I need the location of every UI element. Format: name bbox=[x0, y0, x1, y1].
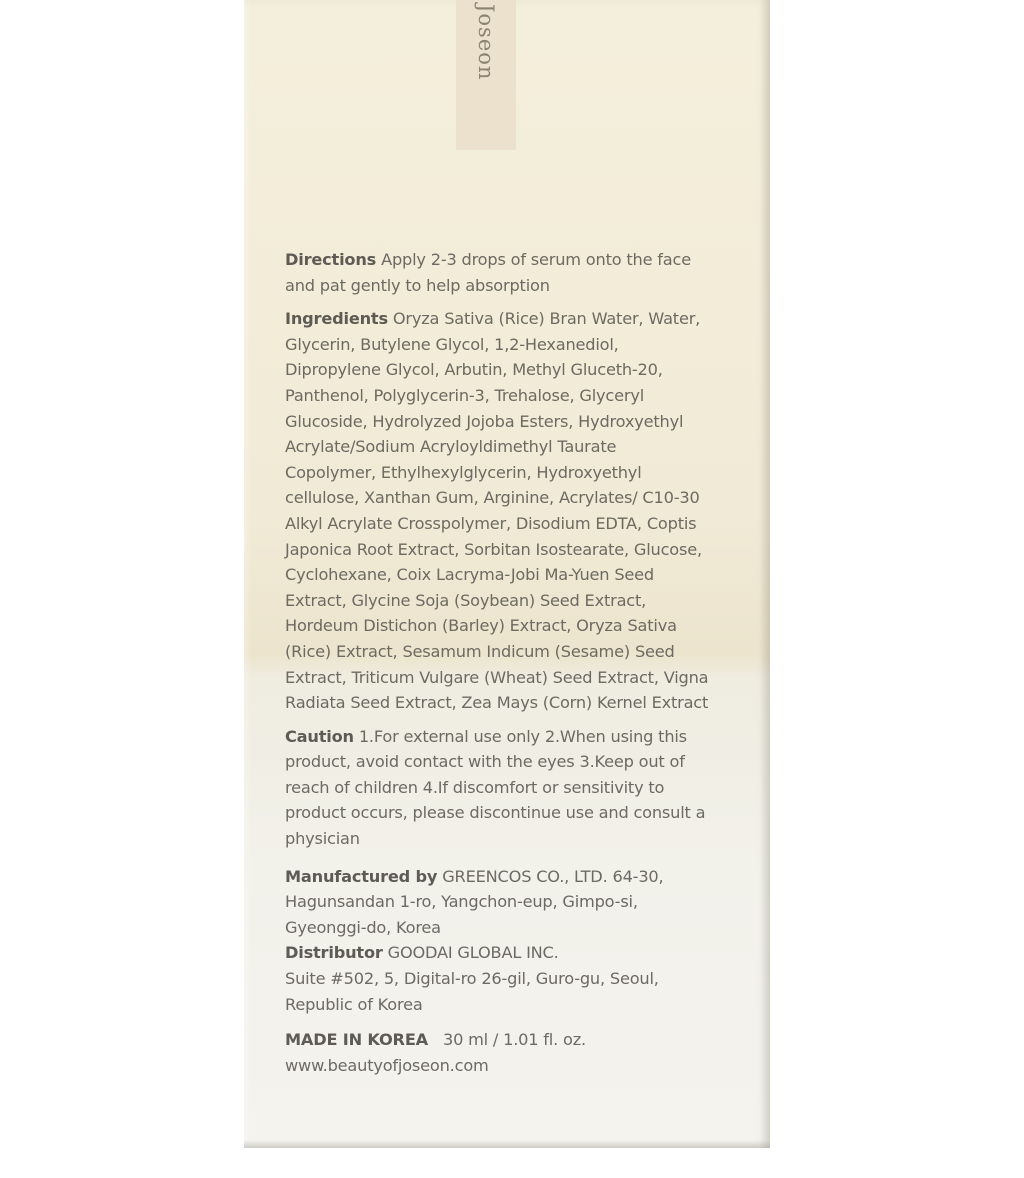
caution-heading: Caution bbox=[285, 726, 354, 746]
brand-name-vertical: Joseon bbox=[474, 4, 498, 81]
caution-paragraph bbox=[285, 724, 709, 852]
distributor-heading: Distributor bbox=[285, 943, 383, 963]
website-text: www.beautyofjoseon.com bbox=[285, 1055, 489, 1075]
manufacturer-address: 64-30, Hagunsandan 1-ro, Yangchon-eup, Gimpo-si, Gyeonggi-do, Korea bbox=[285, 866, 664, 937]
box-bottom-edge bbox=[244, 1140, 770, 1148]
caution-text: 1.For external use only 2.When using this product, avoid contact with the eyes 3.Keep out of reach of children 4.If discomfort or sensitivity to product occurs, please discontinue use and consult a physician bbox=[285, 726, 706, 849]
directions-paragraph bbox=[285, 247, 709, 298]
label-text-block bbox=[285, 247, 709, 1086]
distributor-address: Suite #502, 5, Digital-ro 26-gil, Guro-gu, Seoul, Republic of Korea bbox=[285, 969, 659, 1014]
manufacturer-heading: Manufactured by bbox=[285, 866, 438, 886]
ingredients-heading: Ingredients bbox=[285, 309, 388, 329]
website-line bbox=[285, 1053, 709, 1079]
box-edge-shadow bbox=[760, 0, 770, 1148]
ingredients-text: Oryza Sativa (Rice) Bran Water, Water, Glycerin, Butylene Glycol, 1,2-Hexanediol, Dipropylene Glycol, Arbutin, Methyl Gluceth-20, Panthenol, Polyglycerin-3, Trehalose, Glyceryl Glucoside, Hydrolyzed Jojoba Esters, Hydroxyethyl Acrylate/Sodium Acryloyldimethyl Taurate Copolymer, Ethylhexylglycerin, Hydroxyethyl cellulose, Xanthan Gum, Arginine, Acrylates/ C10-30 Alkyl Acrylate Crosspolymer, Disodium EDTA, Coptis Japonica Root Extract, Sorbitan Isostearate, Glucose, Cyclohexane, Coix Lacryma-Jobi Ma-Yuen Seed Extract, Glycine Soja (Soybean) Seed Extract, Hordeum Distichon (Barley) Extract, Oryza Sativa (Rice) Extract, Sesamum Indicum (Sesame) Seed Extract, Triticum Vulgare (Wheat) Seed Extract, Vigna Radiata Seed Extract, Zea Mays (Corn) Kernel Extract bbox=[285, 309, 709, 713]
ingredients-paragraph bbox=[285, 306, 709, 716]
directions-text: Apply 2-3 drops of serum onto the face and pat gently to help absorption bbox=[285, 250, 691, 295]
volume-text: 30 ml / 1.01 fl. oz. bbox=[442, 1030, 586, 1050]
directions-heading: Directions bbox=[285, 250, 377, 269]
distributor-name: GOODAI GLOBAL INC. bbox=[387, 943, 559, 963]
distributor-paragraph bbox=[285, 940, 709, 1017]
made-in-heading: MADE IN KOREA bbox=[285, 1030, 429, 1050]
manufacturer-name: GREENCOS CO., LTD. bbox=[442, 866, 608, 886]
origin-line bbox=[285, 1027, 709, 1053]
manufacturer-paragraph bbox=[285, 864, 709, 941]
